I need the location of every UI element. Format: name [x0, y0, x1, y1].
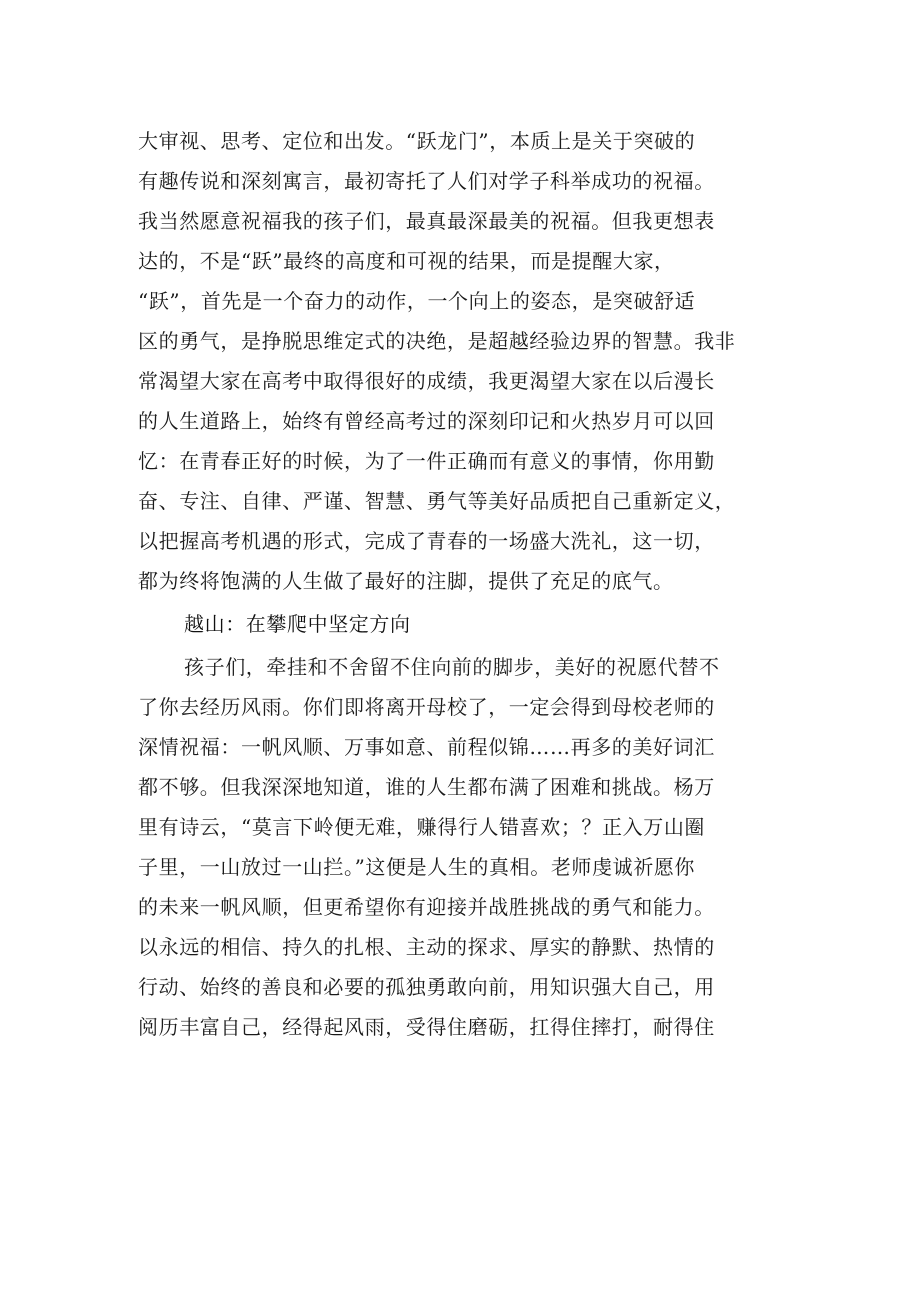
text-line: 的人生道路上，始终有曾经高考过的深刻印记和火热岁月可以回 — [138, 409, 715, 433]
text-line: 的未来一帆风顺，但更希望你有迎接并战胜挑战的勇气和能力。 — [138, 895, 715, 919]
text-line: 里有诗云，“莫言下岭便无难，赚得行人错喜欢；？正入万山圈 — [138, 815, 706, 839]
text-line: 大审视、思考、定位和出发。“跃龙门”，本质上是关于突破的 — [138, 129, 696, 153]
paragraph-2 — [138, 647, 798, 1047]
text-line: 达的，不是“跃”最终的高度和可视的结果，而是提醒大家， — [138, 249, 675, 273]
text-line: 阅历丰富自己，经得起风雨，受得住磨砺，扛得住摔打，耐得住 — [138, 1015, 715, 1039]
text-line: 孩子们，牵挂和不舍留不住向前的脚步，美好的祝愿代替不 — [184, 655, 720, 679]
text-line: 区的勇气，是挣脱思维定式的决绝，是超越经验边界的智慧。我非 — [138, 329, 736, 353]
text-line: 以永远的相信、持久的扎根、主动的探求、厚实的静默、热情的 — [138, 935, 715, 959]
text-line: 以把握高考机遇的形式，完成了青春的一场盛大洗礼，这一切， — [138, 529, 715, 553]
text-line: 行动、始终的善良和必要的孤独勇敢向前，用知识强大自己，用 — [138, 975, 715, 999]
document-body — [138, 121, 798, 1047]
text-line: 都为终将饱满的人生做了最好的注脚，提供了充足的底气。 — [138, 569, 674, 593]
text-line: 深情祝福：一帆风顺、万事如意、前程似锦……再多的美好词汇 — [138, 735, 715, 759]
text-line: 了你去经历风雨。你们即将离开母校了，一定会得到母校老师的 — [138, 695, 715, 719]
text-line: 有趣传说和深刻寓言，最初寄托了人们对学子科举成功的祝福。 — [138, 169, 715, 193]
text-line: 忆：在青春正好的时候，为了一件正确而有意义的事情，你用勤 — [138, 449, 715, 473]
text-line: “跃”，首先是一个奋力的动作，一个向上的姿态，是突破舒适 — [138, 289, 696, 313]
text-line: 我当然愿意祝福我的孩子们，最真最深最美的祝福。但我更想表 — [138, 209, 715, 233]
text-line: 奋、专注、自律、严谨、智慧、勇气等美好品质把自己重新定义， — [138, 489, 736, 513]
section-heading: 越山：在攀爬中坚定方向 — [184, 612, 411, 636]
paragraph-1 — [138, 121, 798, 601]
text-line: 子里，一山放过一山拦。”这便是人生的真相。老师虔诚祈愿你 — [138, 855, 696, 879]
text-line: 都不够。但我深深地知道，谁的人生都布满了困难和挑战。杨万 — [138, 775, 715, 799]
text-line: 常渴望大家在高考中取得很好的成绩，我更渴望大家在以后漫长 — [138, 369, 715, 393]
